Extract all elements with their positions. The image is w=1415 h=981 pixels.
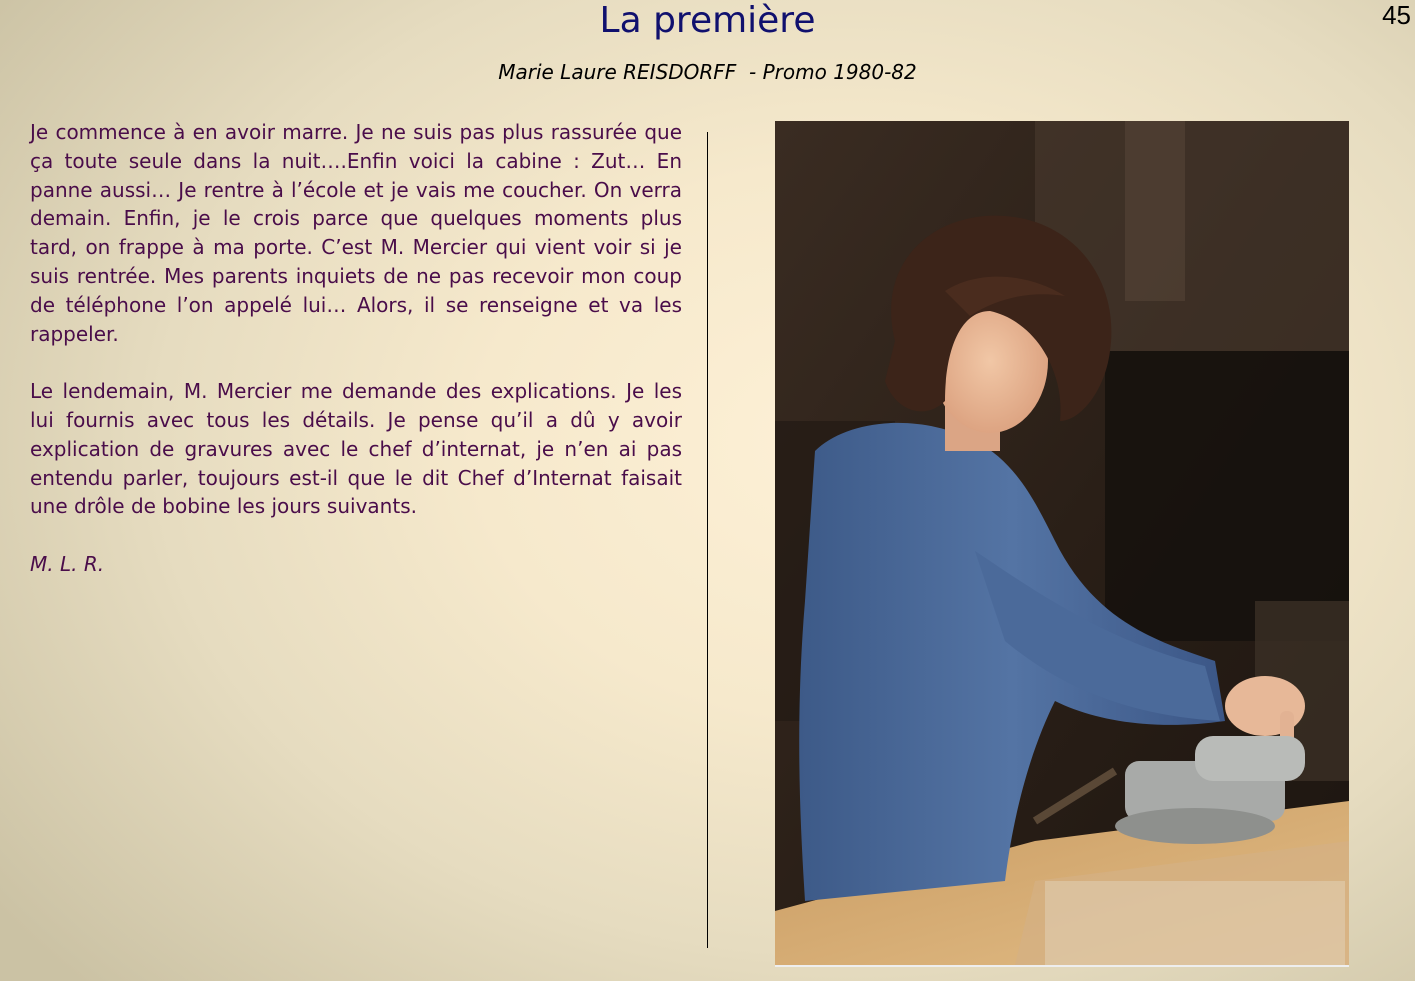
photo (775, 121, 1349, 967)
author-subtitle: Marie Laure REISDORFF - Promo 1980-82 (498, 60, 917, 84)
page-title: La première (599, 0, 816, 41)
article-text (30, 118, 682, 608)
column-divider (707, 132, 708, 948)
paragraph-1: Je commence à en avoir marre. Je ne suis pas plus rassurée que ça toute seule dans la nuit….Enfin voici la cabine : Zut… En panne aussi… Je rentre à l’école et je vais me coucher. On verra demain. Enfin, je le crois parce que quelques moments plus tard, on frappe à ma porte. C’est M. Mercier qui vient voir si je suis rentrée. Mes parents inquiets de ne pas recevoir mon coup de téléphone l’on appelé lui… Alors, il se renseigne et va les rappeler. (30, 120, 682, 346)
page-number: 45 (1382, 0, 1411, 30)
paragraph-2: Le lendemain, M. Mercier me demande des explications. Je les lui fournis avec tous les détails. Je pense qu’il a dû y avoir explication de gravures avec le chef d’internat, je n’en ai pas entendu parler, toujours est-il que le dit Chef d’Internat faisait une drôle de bobine les jours suivants. (30, 379, 682, 519)
signature: M. L. R. (30, 551, 105, 576)
